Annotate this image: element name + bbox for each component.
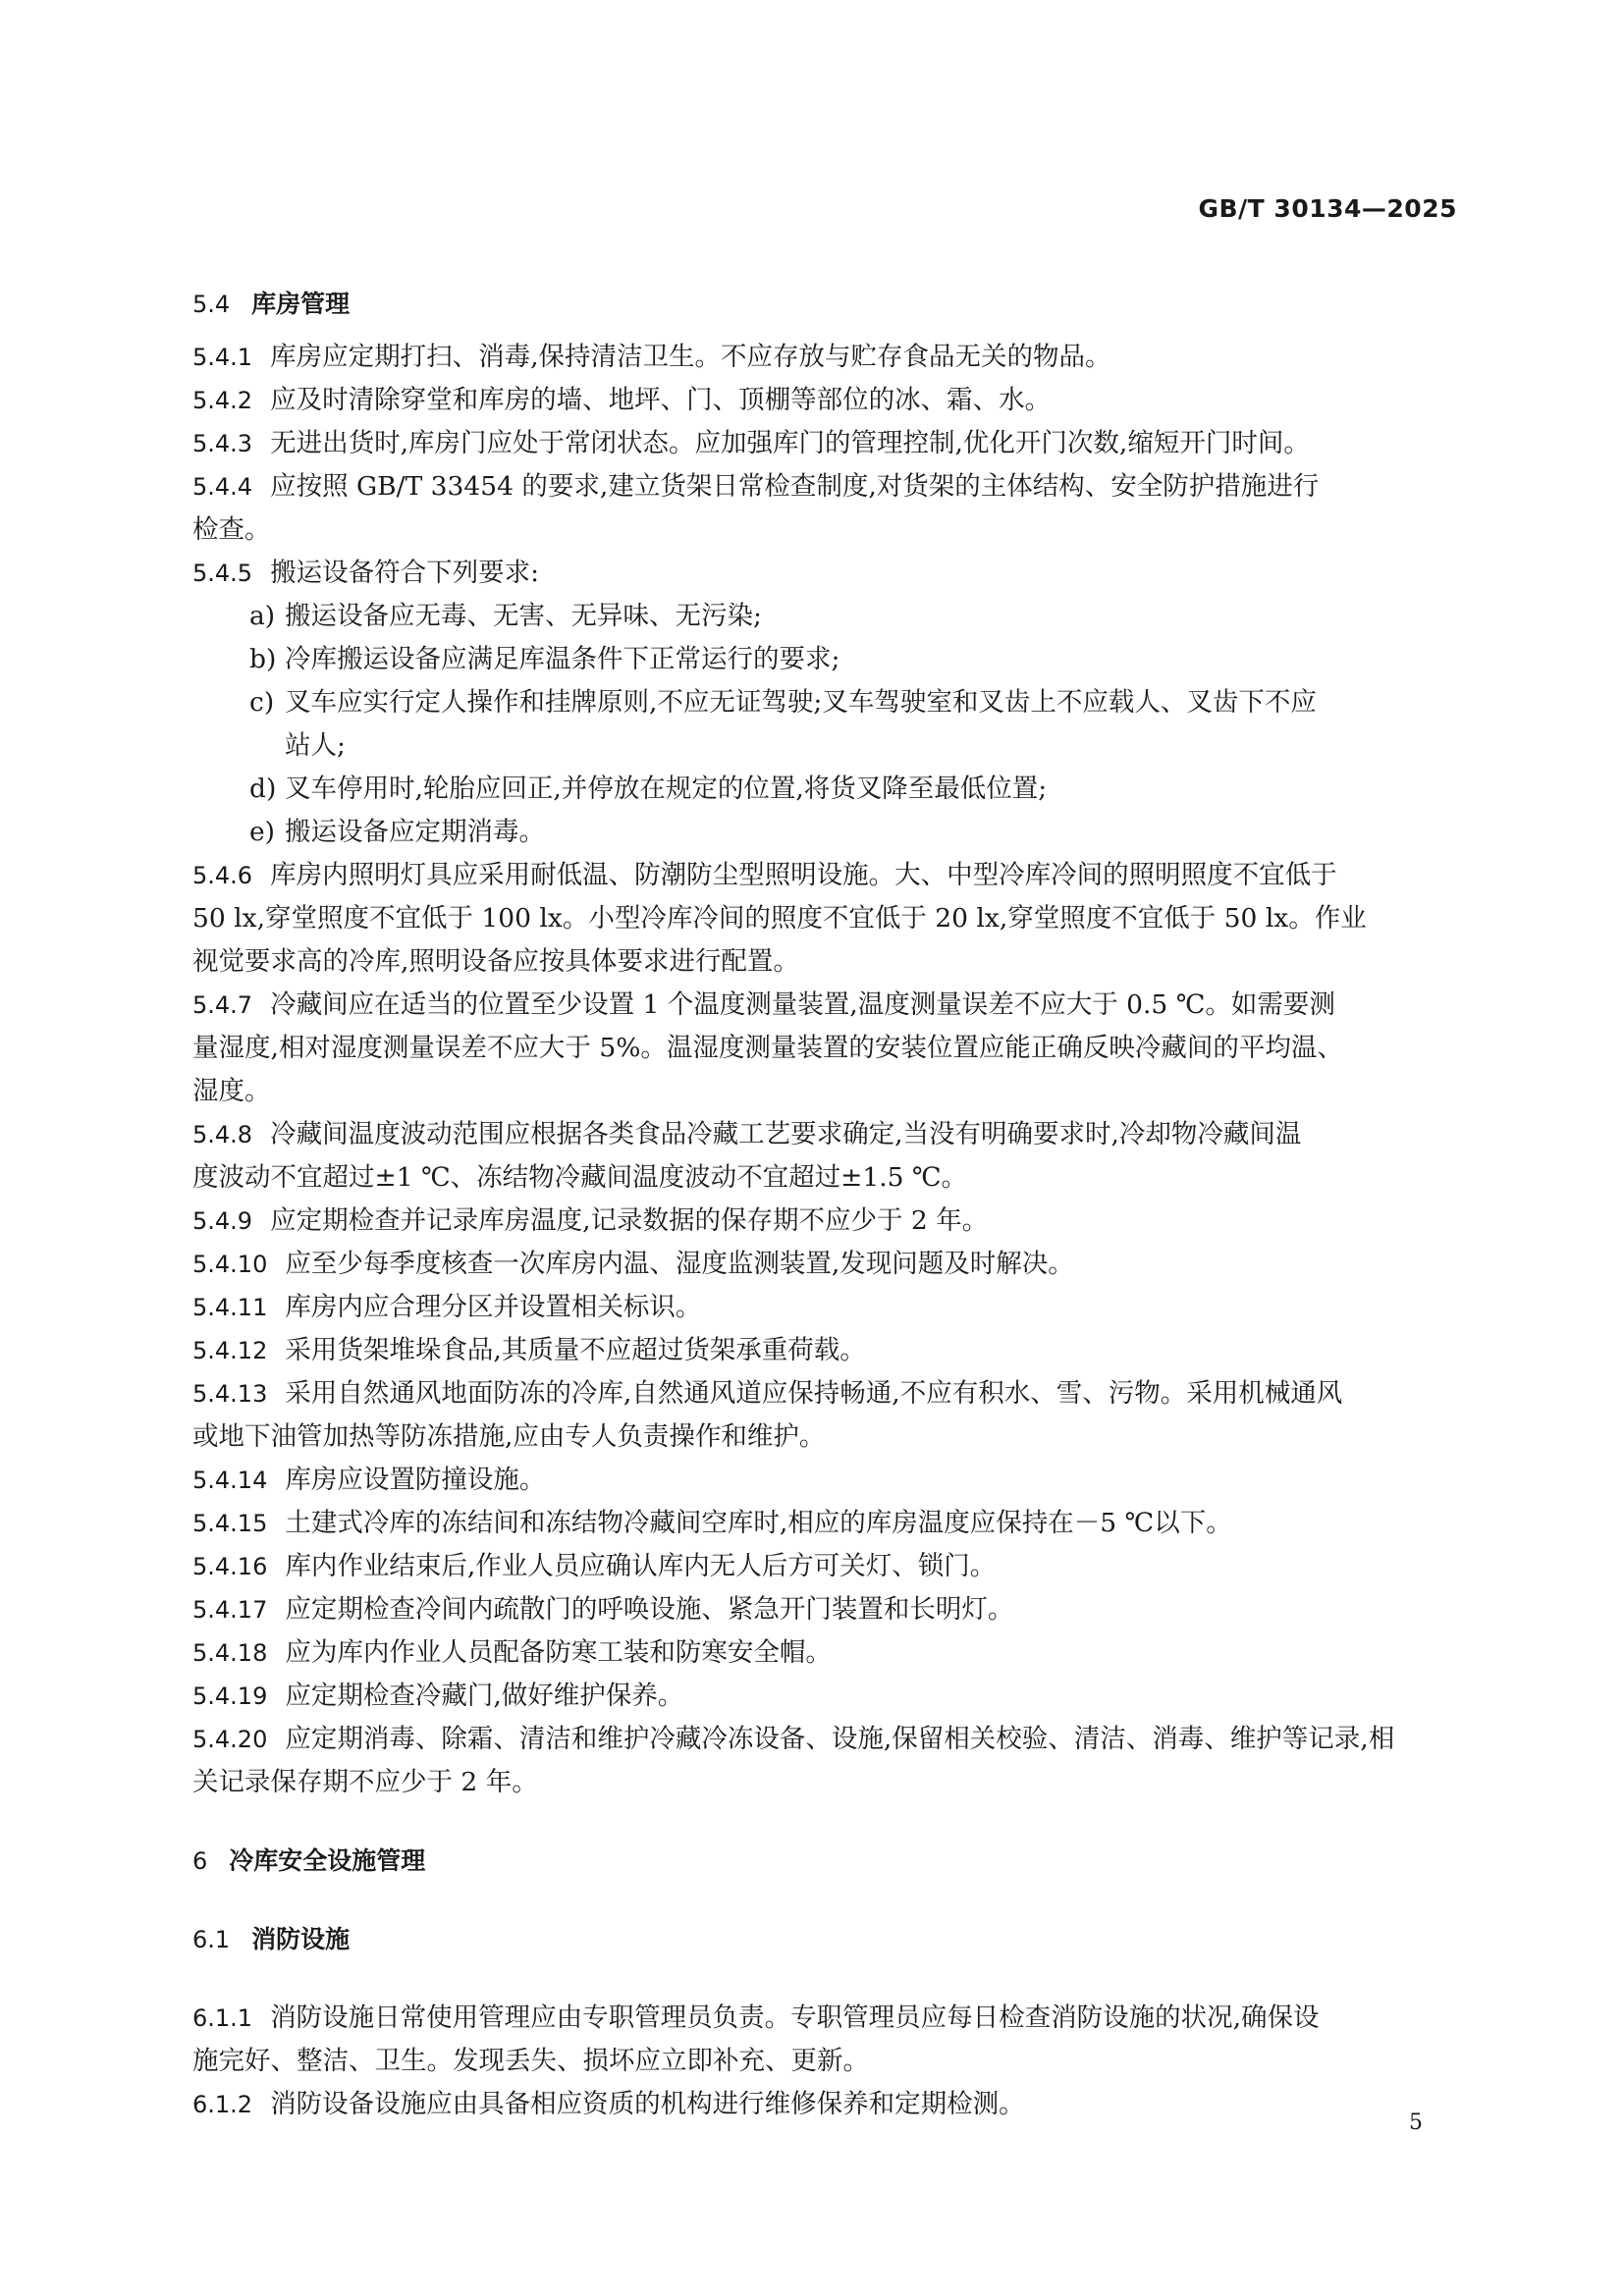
clause-text: 应定期检查冷藏门,做好维护保养。 [285,1681,684,1711]
clause-5-4-8 [192,1113,1461,1156]
clause-5-4-9 [192,1200,1461,1243]
clause-text: 应至少每季度核查一次库房内温、湿度监测装置,发现问题及时解决。 [285,1249,1074,1279]
clause-5-4-18 [192,1631,1461,1675]
clause-5-4-14 [192,1459,1461,1502]
clause-text: 土建式冷库的冻结间和冻结物冷藏间空库时,相应的库房温度应保持在－5 ℃以下。 [285,1508,1232,1538]
clause-text: 库房应设置防撞设施。 [285,1465,546,1495]
clause-6-1-1-cont: 施完好、整洁、卫生。发现丢失、损坏应立即补充、更新。 [192,2046,869,2076]
list-label: d) [249,774,277,804]
clause-number: 5.4.12 [192,1337,268,1364]
clause-number: 5.4.1 [192,344,253,371]
list-item-c-cont: 站人; [285,730,346,761]
clause-text: 采用货架堆垛食品,其质量不应超过货架承重荷载。 [285,1335,866,1365]
list-item-d [192,768,1461,811]
clause-number: 6.1.1 [192,2004,253,2032]
clause-number: 5.4.17 [192,1596,268,1624]
clause-5-4-10 [192,1243,1461,1286]
clause-text: 库房内照明灯具应采用耐低温、防潮防尘型照明设施。大、中型冷库冷间的照明照度不宜低于 [270,860,1337,890]
clause-5-4-11 [192,1286,1461,1329]
clause-text: 消防设备设施应由具备相应资质的机构进行维修保养和定期检测。 [270,2089,1025,2119]
clause-number: 5.4.18 [192,1639,268,1667]
list-text: 叉车停用时,轮胎应回正,并停放在规定的位置,将货叉降至最低位置; [285,774,1048,804]
list-label: b) [249,644,277,674]
clause-5-4-6-cont: 50 lx,穿堂照度不宜低于 100 lx。小型冷库冷间的照度不宜低于 20 lx,穿堂照度不宜低于 50 lx。作业 [192,903,1367,934]
clause-text: 消防设施日常使用管理应由专职管理员负责。专职管理员应每日检查消防设施的状况,确保设 [270,2002,1320,2033]
clause-5-4-16 [192,1545,1461,1588]
list-label: e) [249,817,276,847]
clause-text: 搬运设备符合下列要求: [270,558,540,588]
clause-number: 5.4.15 [192,1510,268,1537]
clause-5-4-7-cont: 量湿度,相对湿度测量误差不应大于 5%。温湿度测量装置的安装位置应能正确反映冷藏间的平均温、 [192,1033,1343,1063]
clause-5-4-7-cont: 湿度。 [192,1076,271,1106]
clause-5-4-13 [192,1372,1461,1415]
clause-text: 冷藏间温度波动范围应根据各类食品冷藏工艺要求确定,当没有明确要求时,冷却物冷藏间温 [270,1119,1302,1149]
clause-number: 5.4.5 [192,560,253,587]
clause-text: 应及时清除穿堂和库房的墙、地坪、门、顶棚等部位的冰、霜、水。 [270,385,1052,415]
clause-5-4-19 [192,1675,1461,1718]
clause-5-4-7 [192,984,1461,1027]
list-item-c [192,681,1461,724]
clause-6-1-1 [192,1997,1461,2040]
clause-number: 5.4.9 [192,1207,253,1235]
clause-text: 库内作业结束后,作业人员应确认库内无人后方可关灯、锁门。 [285,1551,997,1581]
section-heading-5-4 [192,283,1461,326]
list-text: 叉车应实行定人操作和挂牌原则,不应无证驾驶;叉车驾驶室和叉齿上不应载人、叉齿下不应 [285,687,1317,718]
clause-text: 应为库内作业人员配备防寒工装和防寒安全帽。 [285,1637,832,1668]
document-body [192,283,1461,2126]
list-text: 冷库搬运设备应满足库温条件下正常运行的要求; [285,644,840,674]
chapter-heading-6 [192,1840,1461,1883]
clause-number: 5.4.10 [192,1251,268,1278]
list-item-a [192,595,1461,638]
clause-5-4-6-cont: 视觉要求高的冷库,照明设备应按具体要求进行配置。 [192,946,799,977]
clause-5-4-20 [192,1718,1461,1761]
clause-5-4-6 [192,854,1461,897]
clause-number: 5.4.11 [192,1294,268,1321]
chapter-number: 6 [192,1847,208,1875]
list-text: 搬运设备应定期消毒。 [285,817,545,847]
clause-number: 5.4.14 [192,1467,268,1494]
clause-5-4-12 [192,1329,1461,1372]
clause-text: 库房内应合理分区并设置相关标识。 [285,1292,702,1322]
clause-number: 5.4.13 [192,1380,268,1408]
clause-number: 5.4.3 [192,430,253,457]
clause-number: 5.4.20 [192,1726,268,1753]
clause-number: 5.4.7 [192,991,253,1019]
clause-5-4-4-cont: 检查。 [192,514,271,545]
clause-number: 5.4.6 [192,862,253,889]
clause-5-4-1 [192,336,1461,379]
standard-number: GB/T 30134—2025 [1198,194,1457,223]
list-item-e [192,811,1461,854]
section-number: 5.4 [192,291,231,318]
list-label: a) [249,601,276,631]
clause-text: 库房应定期打扫、消毒,保持清洁卫生。不应存放与贮存食品无关的物品。 [270,342,1111,372]
clause-text: 应定期检查冷间内疏散门的呼唤设施、紧急开门装置和长明灯。 [285,1594,1014,1625]
clause-5-4-4 [192,465,1461,508]
clause-number: 6.1.2 [192,2091,253,2118]
clause-5-4-13-cont: 或地下油管加热等防冻措施,应由专人负责操作和维护。 [192,1421,826,1452]
clause-number: 5.4.19 [192,1682,268,1710]
clause-text: 采用自然通风地面防冻的冷库,自然通风道应保持畅通,不应有积水、雪、污物。采用机械通风 [285,1378,1343,1409]
section-title: 库房管理 [251,290,351,318]
clause-text: 应定期消毒、除霜、清洁和维护冷藏冷冻设备、设施,保留相关校验、清洁、消毒、维护等记录,相 [285,1724,1395,1754]
clause-number: 5.4.2 [192,387,253,414]
clause-number: 5.4.16 [192,1553,268,1580]
clause-5-4-15 [192,1502,1461,1545]
clause-text: 应按照 GB/T 33454 的要求,建立货架日常检查制度,对货架的主体结构、安全防护措施进行 [270,471,1320,502]
chapter-title: 冷库安全设施管理 [229,1846,426,1875]
list-item-b [192,638,1461,681]
clause-5-4-2 [192,379,1461,422]
clause-5-4-8-cont: 度波动不宜超过±1 ℃、冻结物冷藏间温度波动不宜超过±1.5 ℃。 [192,1162,968,1193]
section-number: 6.1 [192,1926,231,1953]
clause-number: 5.4.4 [192,473,253,501]
clause-text: 无进出货时,库房门应处于常闭状态。应加强库门的管理控制,优化开门次数,缩短开门时间。 [270,428,1310,458]
clause-5-4-17 [192,1588,1461,1631]
list-text: 搬运设备应无毒、无害、无异味、无污染; [285,601,762,631]
section-title: 消防设施 [251,1925,351,1953]
page-number: 5 [1409,2110,1423,2135]
clause-number: 5.4.8 [192,1121,253,1148]
clause-5-4-5 [192,552,1461,595]
clause-5-4-3 [192,422,1461,465]
clause-text: 冷藏间应在适当的位置至少设置 1 个温度测量装置,温度测量误差不应大于 0.5 ℃。如需要测 [270,989,1335,1020]
clause-6-1-2 [192,2083,1461,2126]
clause-text: 应定期检查并记录库房温度,记录数据的保存期不应少于 2 年。 [270,1205,989,1236]
list-label: c) [249,687,275,718]
clause-5-4-20-cont: 关记录保存期不应少于 2 年。 [192,1767,538,1797]
section-heading-6-1 [192,1918,1461,1961]
